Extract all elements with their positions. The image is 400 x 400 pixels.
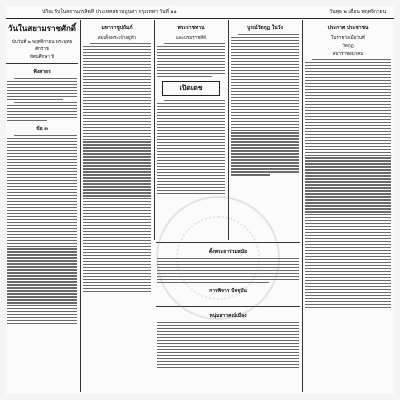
text-block [156, 100, 226, 194]
section-subheading: และบรมราชสีห์ [175, 36, 207, 41]
section-heading: การพิจาร ปัจจุบัน [209, 288, 247, 295]
watermark-seal [156, 196, 280, 320]
column-1 [6, 20, 78, 392]
date-line: นับวันที่ ๒ พฤศจิกายน พระพุทธศักราช [11, 40, 73, 52]
text-block [6, 135, 78, 324]
text-block [156, 43, 226, 77]
text-block [156, 322, 300, 368]
section-subheading: สมเด็จพระเจ้าอยู่หัว [97, 36, 137, 41]
header-left-text: ปกิณ รับในสถานภรสิตที ประเทศสยามบูนสา กรุงเทพฯ วันที่ ๑๑ [42, 9, 177, 15]
lower-section-2 [156, 308, 300, 392]
column-2 [82, 20, 152, 392]
text-block [6, 78, 78, 121]
column-divider [154, 20, 155, 240]
text-block [304, 59, 392, 308]
section-subheading: สมาราชสมาคม [332, 52, 364, 57]
text-block [230, 34, 300, 176]
boxed-title: เปิดเดช [162, 81, 220, 96]
section-subheading: วัดกุฎ [342, 44, 354, 49]
section-heading: ฟังสาธร [33, 69, 51, 75]
section-heading: ตั้งพระยาร่วมสมัย [208, 249, 248, 255]
section-heading: บูรณ์วัดกุฎ ในวัง [247, 25, 283, 31]
page-header [6, 6, 394, 19]
column-divider [302, 20, 303, 392]
newspaper-page [6, 6, 394, 394]
section-heading: ประกาศ ประชาชน [327, 25, 369, 31]
column-5 [304, 20, 392, 392]
column-divider [80, 20, 81, 392]
section-subheading: ในราชวังเมื่อวันที่ [331, 36, 365, 41]
section-heading: พระราชทาน [177, 25, 205, 31]
page-title: วันในสยามราชศักดิ์ [7, 23, 76, 33]
section-heading: หนุ่มสาวคณ์เมือง [209, 313, 247, 319]
date-line: ทัศนศึกษา ปี [29, 55, 55, 60]
text-block [82, 43, 152, 292]
section-heading: ข้อ ๓ [36, 126, 48, 133]
section-heading: มหาราชูปถัมภ์ [101, 25, 133, 31]
header-right-text: วันพุธ ๒ เดือน พฤศจิกายน [329, 9, 386, 15]
